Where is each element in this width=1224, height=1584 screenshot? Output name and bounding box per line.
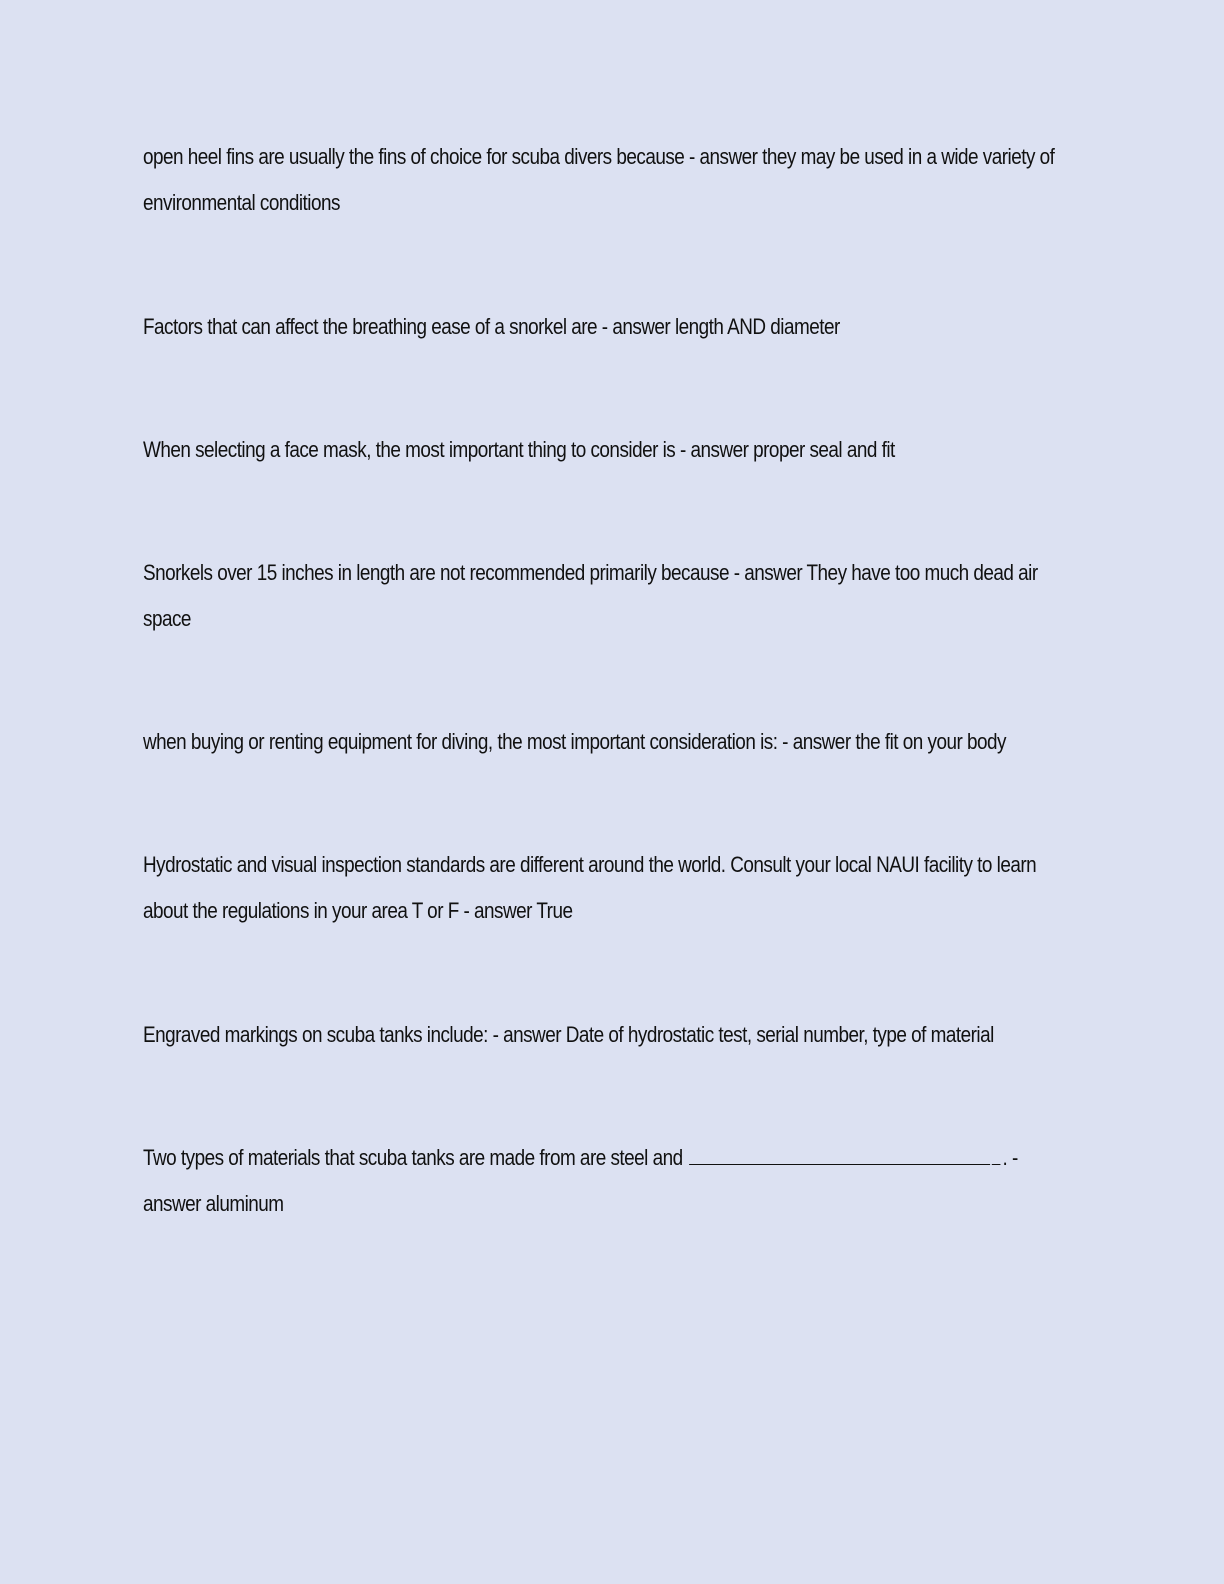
- qa-item-2: Factors that can affect the breathing ease of a snorkel are - answer length AND diameter: [143, 314, 840, 339]
- qa-item-5: when buying or renting equipment for diving, the most important consideration is: - answer the fit on your body: [143, 729, 1006, 754]
- qa-item-6: Hydrostatic and visual inspection standards are different around the world. Consult your local NAUI facility to learn about the regulations in your area T or F - answer True: [143, 852, 1037, 923]
- fill-in-blank-short-line: [992, 1142, 1001, 1165]
- qa-item-8-before-blank: Two types of materials that scuba tanks are made from are steel and: [143, 1145, 683, 1170]
- qa-item-8-after-blank: . - answer aluminum: [143, 1145, 1018, 1216]
- qa-item-3: When selecting a face mask, the most important thing to consider is - answer proper seal and fit: [143, 437, 895, 462]
- qa-item-1: open heel fins are usually the fins of choice for scuba divers because - answer they may be used in a wide variety of environmental conditions: [143, 144, 1055, 215]
- qa-item-7: Engraved markings on scuba tanks include: - answer Date of hydrostatic test, serial number, type of material: [143, 1022, 994, 1047]
- fill-in-blank-line: [690, 1142, 991, 1165]
- qa-item-4: Snorkels over 15 inches in length are not recommended primarily because - answer They have too much dead air space: [143, 560, 1038, 631]
- qa-item-8: [143, 1135, 1072, 1227]
